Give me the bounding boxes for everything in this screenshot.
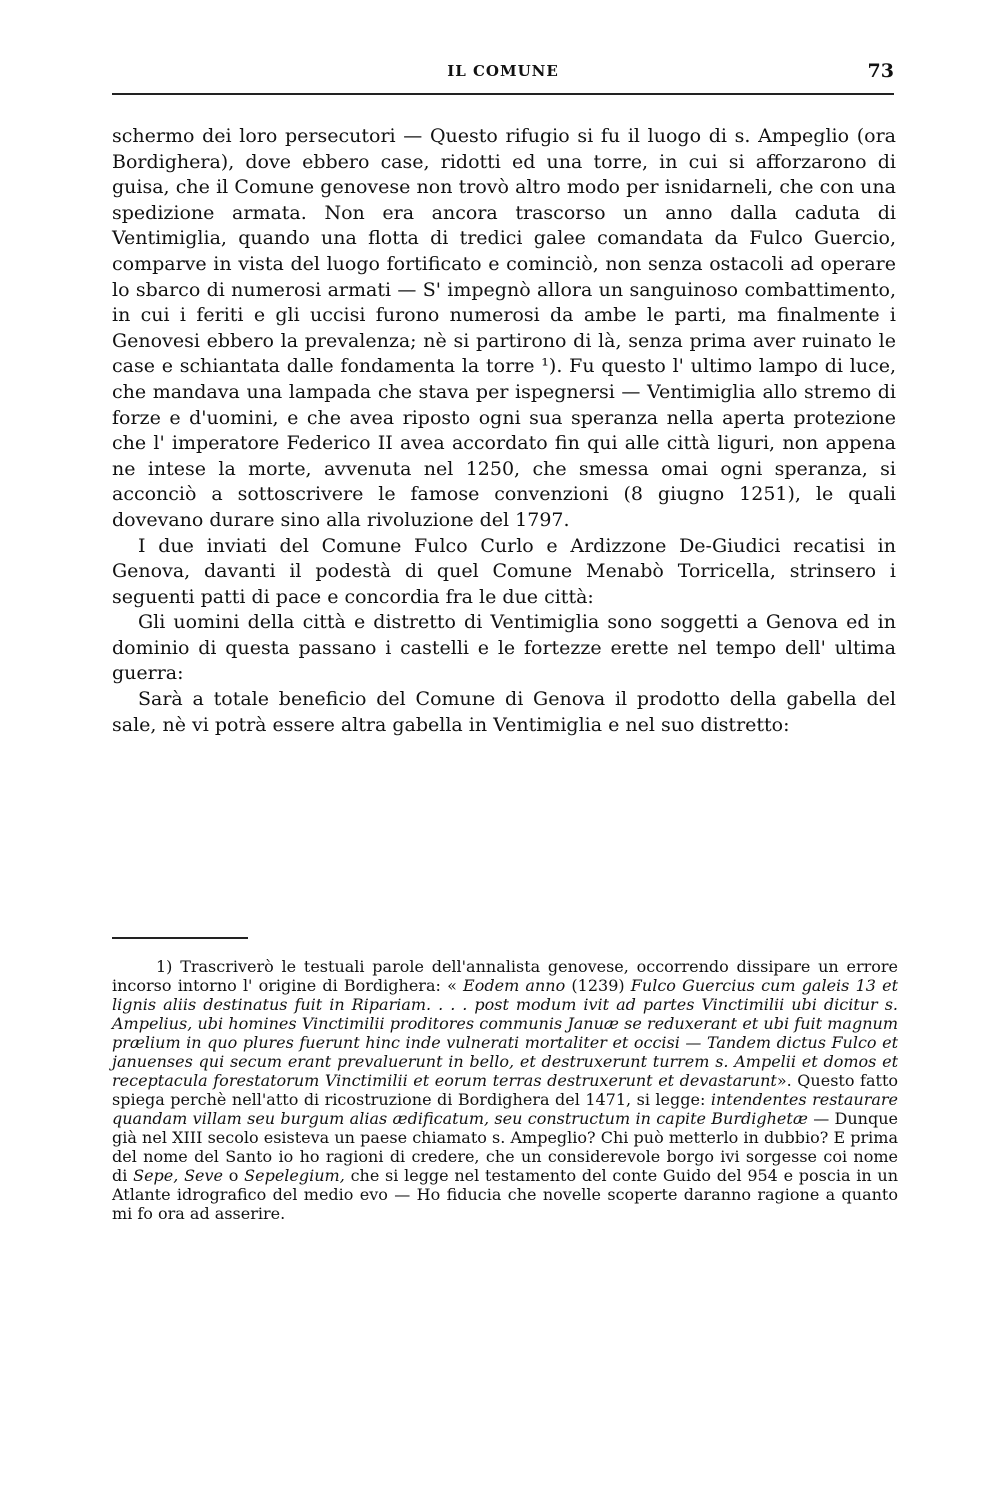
footnote-place-name: Sepe, Seve	[133, 1166, 224, 1185]
paragraph-3: Gli uomini della città e distretto di Ventimiglia sono soggetti a Genova ed in dominio di questa passano i castelli e le fortezze erette nel tempo dell' ultima guerra:	[112, 611, 896, 685]
paragraph-4: Sarà a totale beneficio del Comune di Genova il prodotto della gabella del sale, nè vi potrà essere altra gabella in Ventimiglia e nel suo distretto:	[112, 688, 896, 736]
footnote-latin-quote: Eodem anno	[463, 976, 566, 995]
footnote-text: o	[228, 1166, 239, 1185]
footnote-latin-quote: intendentes restaurare quandam villam seu burgum alias ædificatum, seu constructum in capite Burdighetæ	[112, 1090, 899, 1128]
footnote-text: ». Questo fatto spiega perchè nell'atto di ricostruzione di Bordighera del 1471, si legge:	[112, 1071, 899, 1109]
body-text	[112, 124, 896, 738]
page-number: 73	[867, 60, 894, 82]
paragraph-2: I due inviati del Comune Fulco Curlo e Ardizzone De-Giudici recatisi in Genova, davanti il podestà di quel Comune Menabò Torricella, strinsero i seguenti patti di pace e concordia fra le due città:	[112, 534, 896, 608]
footnote-place-name: Sepelegium,	[244, 1166, 345, 1185]
footnote-latin-quote: Fulco Guercius cum galeis 13 et lignis aliis destinatus fuit in Ripariam. . . . post modum ivit ad partes Vinctimilii ubi dicitur s. Ampelius, ubi homines Vinctimilii proditores communis Januæ se reduxerant et ubi fuit magnum prælium in quo plures fuerunt hinc inde vulnerati mortaliter et occisi — Tandem dictus Fulco et januenses qui secum erant prevaluerunt in bello, et destruxerunt turrem s. Ampelii et domos et receptacula forestatorum Vinctimilii et eorum terras destruxerunt et devastarunt	[112, 976, 899, 1090]
footnote-text: (1239)	[571, 976, 625, 995]
footnote	[112, 957, 898, 1223]
header-rule	[112, 93, 894, 95]
paragraph-1: schermo dei loro persecutori — Questo rifugio si fu il luogo di s. Ampeglio (ora Bordighera), dove ebbero case, ridotti ed una torre, in cui si afforzarono di guisa, che il Comune genovese non trovò altro modo per isnidarneli, che con una spedizione armata. Non era ancora trascorso un anno dalla caduta di Ventimiglia, quando una flotta di tredici galee comandata da Fulco Guercio, comparve in vista del luogo fortificato e cominciò, non senza ostacoli ad operare lo sbarco di numerosi armati — S' impegnò allora un sanguinoso combattimento, in cui i feriti e gli uccisi furono numerosi da ambe le parti, ma finalmente i Genovesi ebbero la prevalenza; nè si partirono di là, senza prima aver ruinato le case e schiantata dalle fondamenta la torre ¹). Fu questo l' ultimo lampo di luce, che mandava una lampada che stava per ispegnersi — Ventimiglia allo stremo di forze e d'uomini, e che avea riposto ogni sua speranza nella aperta protezione che l' imperatore Federico II avea accordato fin qui alle città liguri, non appena ne intese la morte, avvenuta nel 1250, che smessa omai ogni speranza, si acconciò a sottoscrivere le famose convenzioni (8 giugno 1251), le quali dovevano durare sino alla rivoluzione del 1797.	[112, 125, 896, 531]
running-title: IL COMUNE	[447, 62, 559, 80]
footnote-text: che si legge nel testamento del conte Guido del 954 e poscia in un Atlante idrografico del medio evo — Ho fiducia che novelle scoperte daranno ragione a quanto mi fo ora ad asserire.	[112, 1166, 899, 1223]
page-header	[112, 58, 894, 88]
footnote-text: — Dunque già nel XIII secolo esisteva un paese chiamato s. Ampeglio? Chi può metterlo in dubbio? E prima del nome del Santo io ho ragioni di credere, che un considerevole borgo ivi sorgesse coi nome di	[112, 1109, 898, 1185]
footnote-text: 1) Trascriverò le testuali parole dell'annalista genovese, occorrendo dissipare un errore incorso intorno l' origine di Bordighera: «	[112, 957, 898, 995]
footnote-rule	[112, 937, 248, 939]
